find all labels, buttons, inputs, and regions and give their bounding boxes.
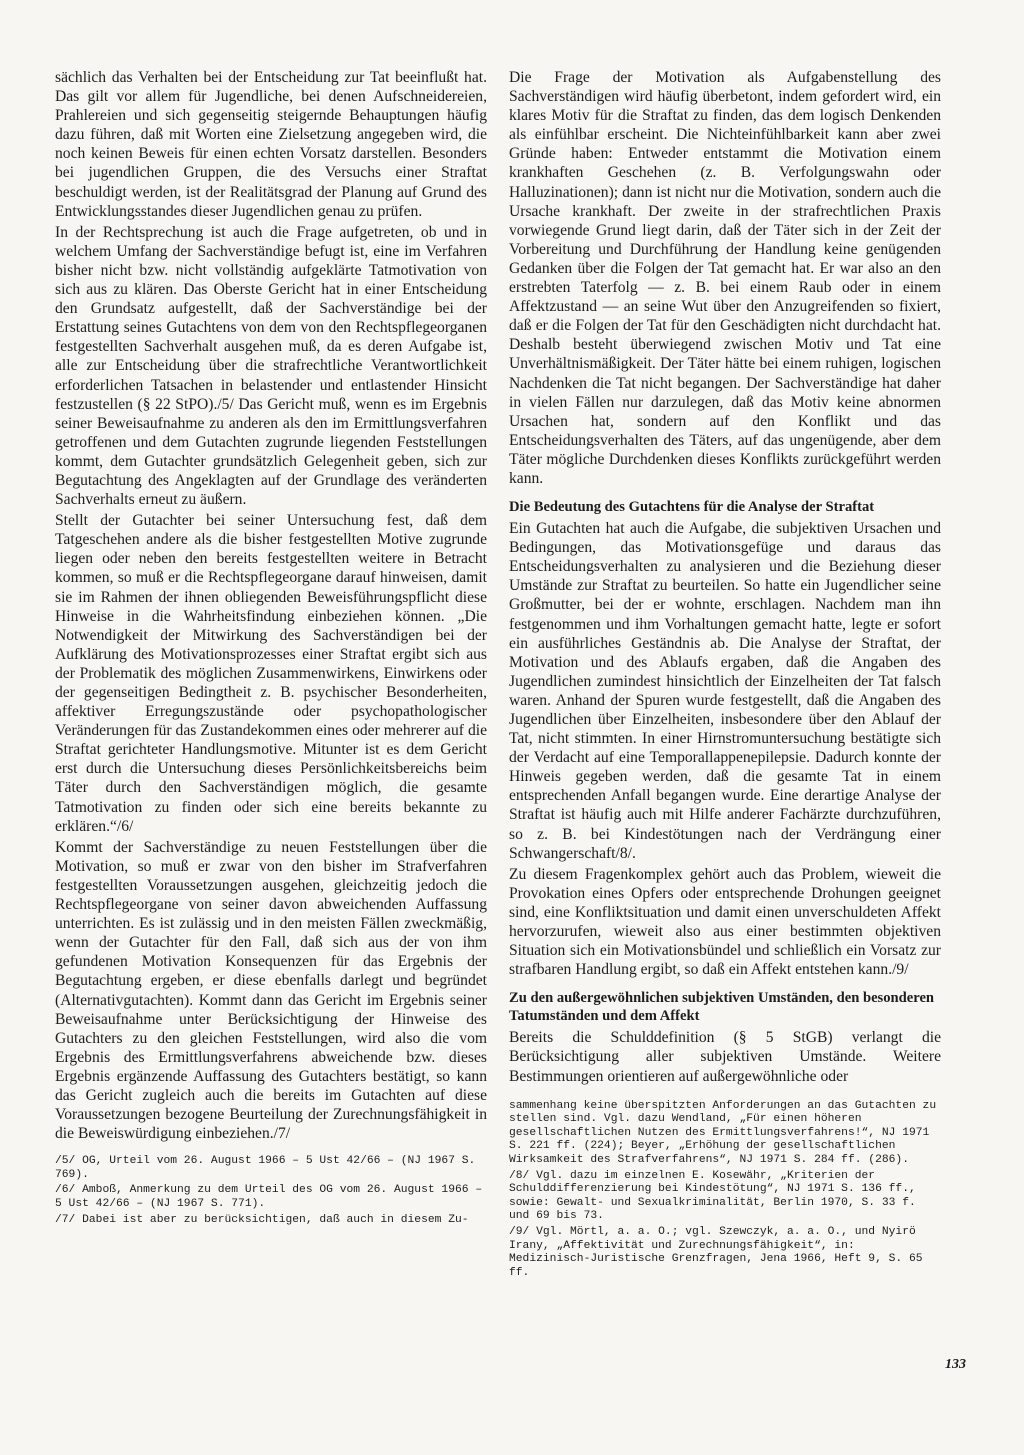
page-number: 133 <box>945 1357 966 1372</box>
footnote: /7/ Dabei ist aber zu berücksichtigen, daß auch in diesem Zu- <box>55 1213 469 1226</box>
paragraph: Stellt der Gutachter bei seiner Untersuchung fest, daß dem Tatgeschehen andere als die bisher festgestellten Motive zugrunde liegen oder neben den bereits festgestellten weitere in Betracht kommen, so muß er die Rechtspflegeorgane darauf hinweisen, damit sie im Rahmen der ihnen obliegenden Beweisführungspflicht diese Hinweise in die Wahrheitsfindung einbeziehen können. „Die Notwendigkeit der Mitwirkung des Sachverständigen bei der Aufklärung des Motivationsprozesses einer Straftat ergibt sich aus der Problematik des möglichen Zusammenwirkens, Einwirkens oder der gegenseitigen Bedingtheit z. B. psychischer Besonderheiten, affektiver Erregungszustände oder psychopathologischer Veränderungen für das Zustandekommen eines oder mehrerer auf die Straftat gerichteter Handlungsmotive. Mitunter ist es dem Gericht erst durch die Untersuchung dieses Persönlichkeitsbereichs beim Täter durch den Sachverständigen möglich, die gesamte Tatmotivation zu finden oder sich eine bereits bekannte zu erklären.“/6/ <box>55 512 487 835</box>
section-heading: Zu den außergewöhnlichen subjektiven Umständen, den besonderen Tatumständen und dem Affekt <box>509 990 935 1025</box>
paragraph: Ein Gutachten hat auch die Aufgabe, die subjektiven Ursachen und Bedingungen, das Motivationsgefüge und daraus das Entscheidungsverhalten zu analysieren und die Beziehung dieser Umstände zur Straftat zu beurteilen. So hatte ein Jugendlicher seine Großmutter, bei der er wohnte, erschlagen. Nachdem man ihn festgenommen und ihm Vorhaltungen gemacht hatte, legte er sofort ein ausführliches Geständnis ab. Die Analyse der Straftat, der Motivation und des Ablaufs ergaben, daß die Angaben des Jugendlichen zumindest hinsichtlich der Einzelheiten der Tat falsch waren. Anhand der Spuren wurde festgestellt, daß die Angaben des Jugendlichen über Einzelheiten, insbesondere über den Ablauf der Tat, nicht stimmten. In einer Hirnstromuntersuchung bestätigte sich der Verdacht auf eine Temporallappenepilepsie. Dadurch konnte der Hinweis gegeben werden, daß die gesamte Tat in einem entsprechenden Anfall begangen wurde. Eine derartige Analyse der Straftat ist häufig auch mit Hilfe anderer Fachärzte durchzuführen, so z. B. bei Kindestötungen nach der Verdrängung einer Schwangerschaft/8/. <box>509 520 941 862</box>
footnote: /9/ Vgl. Mörtl, a. a. O.; vgl. Szewczyk, a. a. O., und Nyirö Irany, „Affektivität und Zurechnungsfähigkeit“, in: Medizinisch-Juristische Grenzfragen, Jena 1966, Heft 9, S. 65 ff. <box>509 1225 923 1279</box>
paragraph: In der Rechtsprechung ist auch die Frage aufgetreten, ob und in welchem Umfang der Sachverständige befugt ist, eine im Verfahren bisher nicht bzw. nicht vollständig aufgeklärte Tatmotivation von sich aus zu klären. Das Oberste Gericht hat in einer Entscheidung den Grundsatz aufgestellt, daß der Sachverständige bei der Erstattung seines Gutachtens von dem von den Rechtspflegeorganen festgestellten Sachverhalt ausgehen muß, da es deren Aufgabe ist, alle zur Entscheidung über die strafrechtliche Verantwortlichkeit erforderlichen Tatsachen in belastender und entlastender Hinsicht festzustellen (§ 22 StPO)./5/ Das Gericht muß, wenn es im Ergebnis seiner Beweisaufnahme zu anderen als den im Ermittlungsverfahren getroffenen und dem Gutachten zugrunde liegenden Feststellungen kommt, dem Gutachter grundsätzlich Gelegenheit geben, sich zur Begutachtung des Angeklagten auf der Grundlage des veränderten Sachverhalts erneut zu äußern. <box>55 223 487 509</box>
paragraph: sächlich das Verhalten bei der Entscheidung zur Tat beeinflußt hat. Das gilt vor allem für Jugendliche, bei denen Aufschneidereien, Prahlereien und sich gegenseitig steigernde Behauptungen häufig dazu führen, daß mit Worten eine Zielsetzung angegeben wird, die noch keinen Beweis für einen echten Vorsatz darstellen. Besonders bei jugendlichen Gruppen, die des Versuchs einer Straftat beschuldigt werden, ist der Realitätsgrad der Planung auf Grund des Entwicklungsstandes dieser Jugendlichen genau zu prüfen. <box>55 69 487 220</box>
left-column <box>55 68 487 1229</box>
footnote: /8/ Vgl. dazu im einzelnen E. Kosewähr, „Kriterien der Schulddifferenzierung bei Kindestötung“, NJ 1971 S. 136 ff., sowie: Gewalt- und Sexualkriminalität, Berlin 1970, S. 33 f. und 69 bis 73. <box>509 1169 916 1223</box>
footnote: /6/ Amboß, Anmerkung zu dem Urteil des OG vom 26. August 1966 – 5 Ust 42/66 – (NJ 1967 S. 771). <box>55 1184 483 1211</box>
footnotes-left <box>55 1155 487 1227</box>
footnote: sammenhang keine überspitzten Anforderungen an das Gutachten zu stellen sind. Vgl. dazu Wendland, „Für einen höheren gesellschaftlichen Nutzen des Ermittlungsverfahrens!“, NJ 1971 S. 221 ff. (224); Beyer, „Erhöhung der gesellschaftlichen Wirksamkeit des Strafverfahrens“, NJ 1971 S. 284 ff. (286). <box>509 1099 937 1166</box>
right-column <box>509 68 941 1282</box>
paragraph: Kommt der Sachverständige zu neuen Feststellungen über die Motivation, so muß er zwar von den bisher im Strafverfahren festgestellten Voraussetzungen ausgehen, gleichzeitig jedoch die Rechtspflegeorgane von seiner davon abweichenden Auffassung unterrichten. Es ist zulässig und in den meisten Fällen zweckmäßig, wenn der Gutachter für den Fall, daß sich aus der von ihm gefundenen Motivation Konsequenzen für das Ergebnis der Begutachtung ergeben, er diese ebenfalls darlegt und begründet (Alternativgutachten). Kommt dann das Gericht im Ergebnis seiner Beweisaufnahme unter Berücksichtigung der Hinweise des Gutachters zu den gleichen Feststellungen, wird also die vom Ergebnis des Ermittlungsverfahrens abweichende bzw. dieses Ergebnis ergänzende Auffassung des Gutachters bestätigt, so kann das Gericht zugleich auch die bereits im Gutachten auf diese Voraussetzungen bezogene Beurteilung der Zurechnungsfähigkeit in die Beweiswürdigung einbeziehen./7/ <box>55 838 487 1143</box>
paragraph: Bereits die Schulddefinition (§ 5 StGB) verlangt die Berücksichtigung aller subjektiven Umstände. Weitere Bestimmungen orientieren auf außergewöhnliche oder <box>509 1029 941 1085</box>
footnote: /5/ OG, Urteil vom 26. August 1966 – 5 Ust 42/66 – (NJ 1967 S. 769). <box>55 1155 476 1181</box>
paragraph: Die Frage der Motivation als Aufgabenstellung des Sachverständigen wird häufig überbetont, indem gefordert wird, ein klares Motiv für die Straftat zu finden, das dem logisch Denkenden als einfühlbar erscheint. Die Nichteinfühlbarkeit kann aber zwei Gründe haben: Entweder entstammt die Motivation einem krankhaften Geschehen (z. B. Verfolgungswahn oder Halluzinationen); dann ist nicht nur die Motivation, sondern auch die Ursache krankhaft. Der zweite in der strafrechtlichen Praxis vorwiegende Grund liegt darin, daß der Täter sich in der Zeit der Vorbereitung und Durchführung der Handlung keine genügenden Gedanken über die Folgen der Tat gemacht hat. Er war also an den erstrebten Taterfolg — z. B. bei einem Raub oder in einem Affektzustand — an seine Wut über den Anzugreifenden so fixiert, daß er die Folgen der Tat für den Geschädigten nicht durchdacht hat. Deshalb besteht überwiegend zwischen Motiv und Tat eine Unverhältnismäßigkeit. Der Täter hätte bei einem ruhigen, logischen Nachdenken die Tat nicht begangen. Der Sachverständige hat daher in vielen Fällen nur darzulegen, daß das Motiv keine abnormen Ursachen hat, sondern auf den Konflikt und das Entscheidungsverhalten des Täters, auf das ungenügende, aber dem Täter mögliche Durchdenken dieses Konflikts zurückgeführt werden kann. <box>509 69 941 487</box>
paragraph: Zu diesem Fragenkomplex gehört auch das Problem, wieweit die Provokation eines Opfers oder entsprechende Drohungen geeignet sind, eine Konfliktsituation und damit einen unverschuldeten Affekt hervorzurufen, wieweit also aus einer bestimmten objektiven Situation sich ein Motivationsbündel und schließlich ein Vorsatz zur strafbaren Handlung ergibt, so daß ein Affekt entstehen kann./9/ <box>509 865 941 979</box>
section-heading: Die Bedeutung des Gutachtens für die Analyse der Straftat <box>509 499 875 516</box>
footnotes-right <box>509 1100 941 1281</box>
